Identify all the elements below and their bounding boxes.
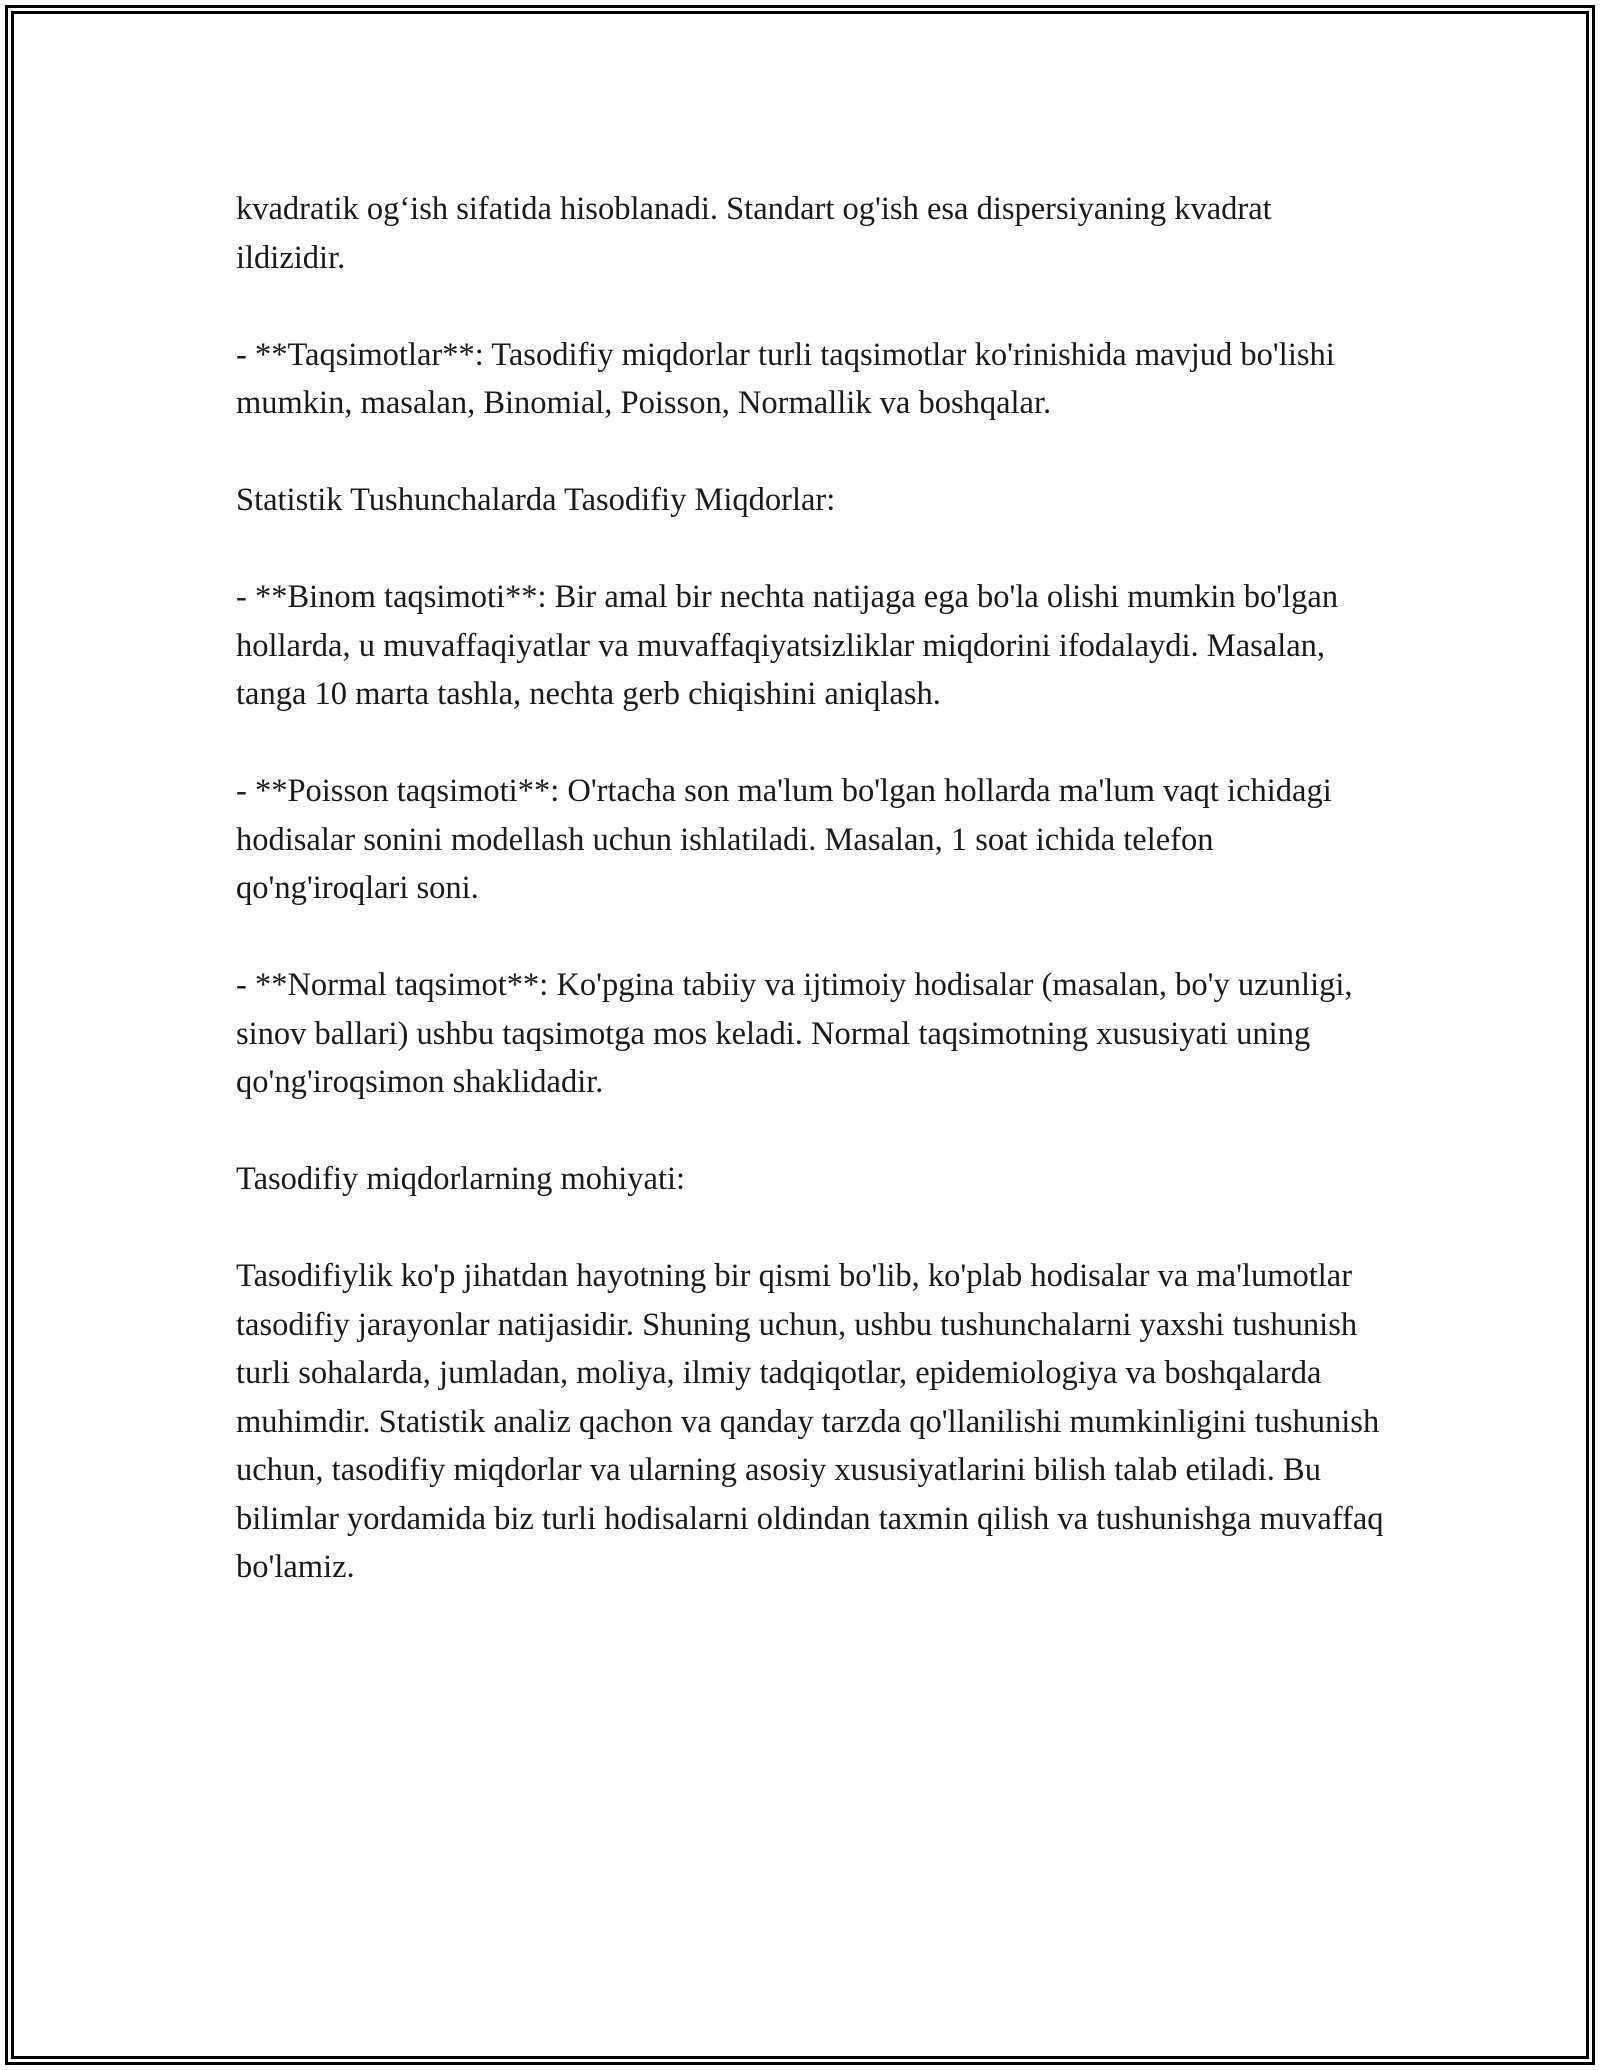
document-body	[236, 185, 1386, 1592]
paragraph-binom: - **Binom taqsimoti**: Bir amal bir nechta natijaga ega bo'la olishi mumkin bo'lgan hollarda, u muvaffaqiyatlar va muvaffaqiyatsizliklar miqdorini ifodalaydi. Masalan, tanga 10 marta tashla, nechta gerb chiqishini aniqlash.	[236, 579, 1339, 712]
section-heading-statistik: Statistik Tushunchalarda Tasodifiy Miqdorlar:	[236, 482, 836, 518]
section-heading-mohiyati: Tasodifiy miqdorlarning mohiyati:	[236, 1161, 686, 1197]
paragraph-conclusion: Tasodifiylik ko'p jihatdan hayotning bir qismi bo'lib, ko'plab hodisalar va ma'lumotlar tasodifiy jarayonlar natijasidir. Shuning uchun, ushbu tushunchalarni yaxshi tushunish turli sohalarda, jumladan, moliya, ilmiy tadqiqotlar, epidemiologiya va boshqalarda muhimdir. Statistik analiz qachon va qanday tarzda qo'llanilishi mumkinligini tushunish uchun, tasodifiy miqdorlar va ularning asosiy xususiyatlarini bilish talab etiladi. Bu bilimlar yordamida biz turli hodisalarni oldindan taxmin qilish va tushunishga muvaffaq bo'lamiz.	[236, 1258, 1384, 1585]
paragraph-poisson: - **Poisson taqsimoti**: O'rtacha son ma'lum bo'lgan hollarda ma'lum vaqt ichidagi hodisalar sonini modellash uchun ishlatiladi. Masalan, 1 soat ichida telefon qo'ng'iroqlari soni.	[236, 773, 1332, 906]
paragraph-normal: - **Normal taqsimot**: Ko'pgina tabiiy va ijtimoiy hodisalar (masalan, bo'y uzunligi, sinov ballari) ushbu taqsimotga mos keladi. Normal taqsimotning xususiyati uning qo'ng'iroqsimon shaklidadir.	[236, 967, 1353, 1100]
paragraph-dispersion-continuation: kvadratik og‘ish sifatida hisoblanadi. Standart og'ish esa dispersiyaning kvadrat ildizidir.	[236, 191, 1272, 276]
paragraph-taqsimotlar: - **Taqsimotlar**: Tasodifiy miqdorlar turli taqsimotlar ko'rinishida mavjud bo'lishi mumkin, masalan, Binomial, Poisson, Normallik va boshqalar.	[236, 336, 1335, 421]
